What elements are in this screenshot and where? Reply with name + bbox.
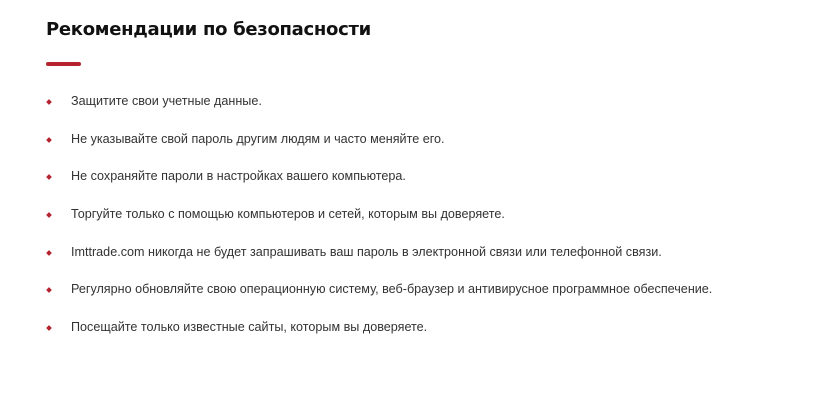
tip-text: Imttrade.com никогда не будет запрашивать ваш пароль в электронной связи или телефонной связи. xyxy=(71,244,662,259)
tip-text: Посещайте только известные сайты, которым вы доверяете. xyxy=(71,320,428,335)
tip-text: Защитите свои учетные данные. xyxy=(71,94,262,108)
list-item xyxy=(46,244,662,282)
security-tips-list xyxy=(46,93,713,357)
diamond-bullet-icon xyxy=(46,137,52,143)
list-item xyxy=(46,93,262,131)
diamond-bullet-icon xyxy=(46,250,52,256)
tip-text: Не сохраняйте пароли в настройках вашего компьютера. xyxy=(71,169,406,184)
tip-text: Торгуйте только с помощью компьютеров и сетей, которым вы доверяете. xyxy=(71,207,505,222)
tip-text: Регулярно обновляйте свою операционную систему, веб-браузер и антивирусное программное обеспечение. xyxy=(71,282,713,297)
diamond-bullet-icon xyxy=(46,212,52,218)
diamond-bullet-icon xyxy=(46,325,52,331)
list-item xyxy=(46,281,713,319)
title-underline xyxy=(46,62,81,66)
diamond-bullet-icon xyxy=(46,99,52,105)
list-item xyxy=(46,168,406,206)
diamond-bullet-icon xyxy=(46,288,52,294)
list-item xyxy=(46,131,445,169)
tip-text: Не указывайте свой пароль другим людям и часто меняйте его. xyxy=(71,131,445,146)
list-item xyxy=(46,206,505,244)
section-title: Рекомендации по безопасности xyxy=(46,19,371,40)
diamond-bullet-icon xyxy=(46,175,52,181)
list-item xyxy=(46,319,428,357)
